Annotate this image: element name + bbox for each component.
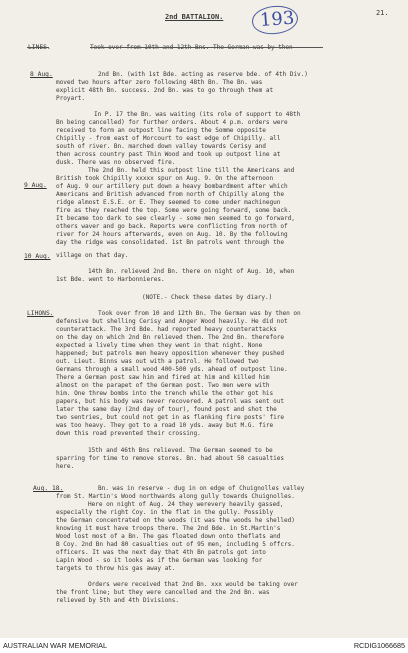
text-line: dusk. There was no observed fire. [56, 159, 176, 166]
text-line: In P. 17 the Bn. was waiting (its role of support to 48th [94, 111, 301, 118]
text-line: him. One threw bombs into the trench while the other got his [56, 390, 274, 397]
text-line: B Coy. 2nd Bn had 80 casualties out of 95 men, including 5 offcrs. [56, 541, 295, 548]
text-line: the front line; but they were cancelled and the 2nd Bn. was [56, 589, 270, 596]
text-line: happened; but patrols men heavy opposition whenever they pushed [56, 350, 284, 357]
text-line: papers, but his body was never recovered. A patrol was sent out [56, 398, 284, 405]
text-line: There a German post saw him and fired at him and killed him [56, 374, 270, 381]
text-line: defensive but shelling Cerisy and Anger Wood heavily. He did not [56, 318, 288, 325]
footer-record-id: RCDIG1066685 [353, 641, 405, 650]
text-line: river for 24 hours afterwards, even on Aug. 10. By the following [56, 231, 288, 238]
text-line: on the day on which 2nd Bn relieved them. The 2nd Bn. therefore [56, 334, 284, 341]
text-line: Germans through a small wood 400-500 yds. ahead of outpost line. [56, 366, 288, 373]
text-line: Took over from 10th and 12th Bns. The German was by then [90, 44, 293, 51]
text-line: Lapin Wood - so it looks as if the German was looking for [56, 557, 263, 564]
margin-date-8-aug: 8 Aug. [30, 71, 53, 78]
text-line: relieved by 5th and 4th Divisions. [56, 597, 180, 604]
text-line: day the ridge was consolidated. 1st Bn patrols went through the [56, 239, 284, 246]
strike-line [90, 47, 323, 48]
text-line: The 2nd Bn. held this outpost line till the Americans and [88, 167, 295, 174]
margin-date-9-aug: 9 Aug. [24, 182, 47, 189]
text-line: Orders were received that 2nd Bn. xxx would be taking over [88, 581, 298, 588]
text-line: Here on night of Aug. 24 they werevery heavily gassed, [88, 501, 284, 508]
margin-date-10-aug: 10 Aug. [24, 253, 51, 260]
text-line: the German concentrated on the woods (it was the woods he shelled) [56, 517, 295, 524]
text-line: Wood lost most of a Bn. The gas floated down onto theflats and [56, 533, 281, 540]
text-line: two sentries, but could not get in as flanking fire posts' fire [56, 414, 284, 421]
text-line: officers. It was the next day that 4th Bn patrols got into [56, 549, 266, 556]
text-line: targets to throw his gas away at. [56, 565, 176, 572]
text-line: then across country past Thin Wood and took up outpost line at [56, 151, 281, 158]
text-line: south of river. Bn. marched down valley towards Cerisy and [56, 143, 266, 150]
text-line: counterattack. The 3rd Bde. had reported heavy counterattacks [56, 326, 277, 333]
page-title: 2nd BATTALION. [165, 13, 224, 21]
text-line: here. [56, 463, 75, 470]
margin-date-aug-18: Aug. 18. [33, 485, 64, 492]
text-line: explicit 48th Bn. success. 2nd Bn. was to go through them at [56, 87, 274, 94]
text-line: was too heavy. They got to a road 10 yds. away but M.G. fire [56, 422, 274, 429]
text-line: down this road prevented their crossing. [56, 430, 201, 437]
handwritten-folio-number: 193 [251, 4, 299, 35]
text-line: Americans and British advanced from north of Chipilly along the [56, 191, 284, 198]
text-line: expected a lively time when they went in that night. None [56, 342, 263, 349]
text-line: sparring for time to remove stores. Bn. had about 50 casualties [56, 455, 284, 462]
footer-institution: AUSTRALIAN WAR MEMORIAL [3, 641, 107, 650]
text-line: 1st Bde. went to Harbonnieres. [56, 276, 165, 283]
archive-footer [0, 638, 408, 653]
text-line: Took over from 10 and 12th Bn. The German was by then on [98, 310, 301, 317]
margin-lines-struck: LINES. [28, 44, 51, 51]
text-line: Chipilly - from east of Morcourt to east edge of Chipilly. all [56, 135, 281, 142]
text-line: others waver and go back. Reports were conflicting from north of [56, 223, 288, 230]
text-line: received to form an outpost line facing the Somme opposite [56, 127, 266, 134]
margin-lihons: LIHONS. [27, 310, 54, 317]
strike-line [27, 47, 49, 48]
text-line: out. Lieut. Binns was out with a patrol. He followed two [56, 358, 259, 365]
page-number: 21. [376, 9, 389, 17]
text-line: moved two hours after zero following 48th Bn. The Bn. was [56, 79, 263, 86]
text-line: 15th and 46th Bns relieved. The German seemed to be [88, 447, 273, 454]
text-line: almost on the parapet of the German post. Two men were with [56, 382, 270, 389]
text-line: from St. Martin's Wood northwards along gully towards Chuignolles. [56, 493, 295, 500]
text-line: of Aug. 9 our artillery put down a heavy bombardment after which [56, 183, 288, 190]
text-line: Proyart. [56, 95, 85, 102]
text-line: ridge almost E.S.E. or E. They seemed to come under machinegun [56, 199, 281, 206]
text-line: British took Chipilly xxxxx spur on Aug. 9. On the afternoon [56, 175, 274, 182]
text-line: Bn being cancelled) for further orders. About 4 p.m. orders were [56, 119, 288, 126]
text-line: It became too dark to see clearly - some men seemed to go forward, [56, 215, 295, 222]
text-line: village on that day. [56, 252, 129, 259]
text-line: (NOTE.- Check these dates by diary.) [142, 294, 273, 301]
text-line: fire as they reached the top. Some were going forward, some back. [56, 207, 292, 214]
text-line: later the same day (2nd day of tour), found post and shot the [56, 406, 277, 413]
text-line: knowing it must have troops there. The 2nd Bde. in St.Martin's [56, 525, 281, 532]
text-line: 14th Bn. relieved 2nd Bn. there on night of Aug. 10, when [88, 268, 295, 275]
text-line: especially the right Coy. in the flat in the gully. Possibly [56, 509, 274, 516]
text-line: 2nd Bn. (with 1st Bde. acting as reserve bde. of 4th Div.) [98, 71, 308, 78]
text-line: Bn. was in reserve - dug in on edge of Chuignolles valley [98, 485, 305, 492]
